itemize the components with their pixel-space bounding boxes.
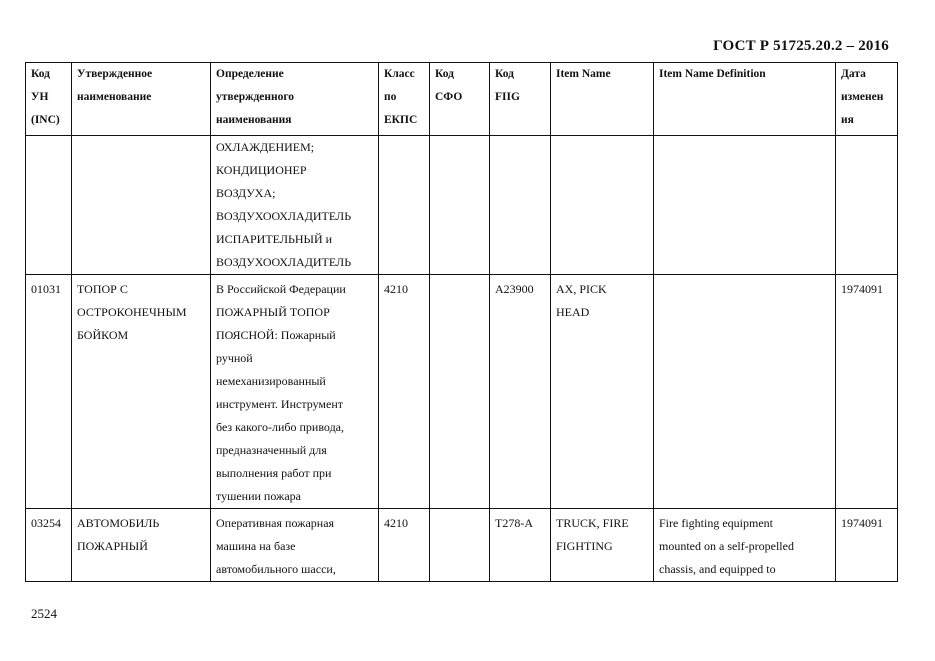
table-cell: ТОПОР С ОСТРОКОНЕЧНЫМ БОЙКОМ	[72, 275, 211, 509]
table-cell	[654, 275, 836, 509]
table-cell	[551, 136, 654, 275]
table-cell: В Российской Федерации ПОЖАРНЫЙ ТОПОР ПОЯСНОЙ: Пожарный ручной немеханизированный инструмент. Инструмент без какого-либо привода, предназначенный для выполнения работ при тушении пожара	[211, 275, 379, 509]
column-header-approved-name: Утвержденное наименование	[72, 63, 211, 136]
table-cell: A23900	[490, 275, 551, 509]
table-cell: 1974091	[836, 275, 898, 509]
table-cell	[379, 136, 430, 275]
table-row	[26, 509, 898, 582]
table-cell	[26, 136, 72, 275]
column-header-sfo-code: Код СФО	[430, 63, 490, 136]
table-cell	[490, 136, 551, 275]
table-cell	[836, 136, 898, 275]
table-cell: T278-A	[490, 509, 551, 582]
page-number: 2524	[31, 606, 57, 621]
table-cell: Fire fighting equipment mounted on a self-propelled chassis, and equipped to	[654, 509, 836, 582]
table-cell: 4210	[379, 275, 430, 509]
table-cell: Оперативная пожарная машина на базе автомобильного шасси,	[211, 509, 379, 582]
column-header-change-date: Дата изменен ия	[836, 63, 898, 136]
column-header-inc-code: Код УН (INC)	[26, 63, 72, 136]
table-cell: ОХЛАЖДЕНИЕМ; КОНДИЦИОНЕР ВОЗДУХА; ВОЗДУХООХЛАДИТЕЛЬ ИСПАРИТЕЛЬНЫЙ и ВОЗДУХООХЛАДИТЕЛЬ	[211, 136, 379, 275]
table-cell	[430, 509, 490, 582]
column-header-fiig-code: Код FIIG	[490, 63, 551, 136]
table-cell: 4210	[379, 509, 430, 582]
table-cell: 01031	[26, 275, 72, 509]
specification-table	[25, 62, 898, 582]
table-cell: TRUCK, FIRE FIGHTING	[551, 509, 654, 582]
table-cell	[72, 136, 211, 275]
table-row	[26, 136, 898, 275]
table-header-row	[26, 63, 898, 136]
document-title: ГОСТ Р 51725.20.2 – 2016	[713, 38, 889, 54]
table-cell: АВТОМОБИЛЬ ПОЖАРНЫЙ	[72, 509, 211, 582]
table-cell: 03254	[26, 509, 72, 582]
column-header-definition: Определение утвержденного наименования	[211, 63, 379, 136]
table-cell	[654, 136, 836, 275]
table-row	[26, 275, 898, 509]
column-header-item-name: Item Name	[551, 63, 654, 136]
column-header-item-name-definition: Item Name Definition	[654, 63, 836, 136]
table-cell	[430, 275, 490, 509]
table-cell: AX, PICK HEAD	[551, 275, 654, 509]
table-cell	[430, 136, 490, 275]
column-header-ekps-class: Класс по ЕКПС	[379, 63, 430, 136]
table-cell: 1974091	[836, 509, 898, 582]
